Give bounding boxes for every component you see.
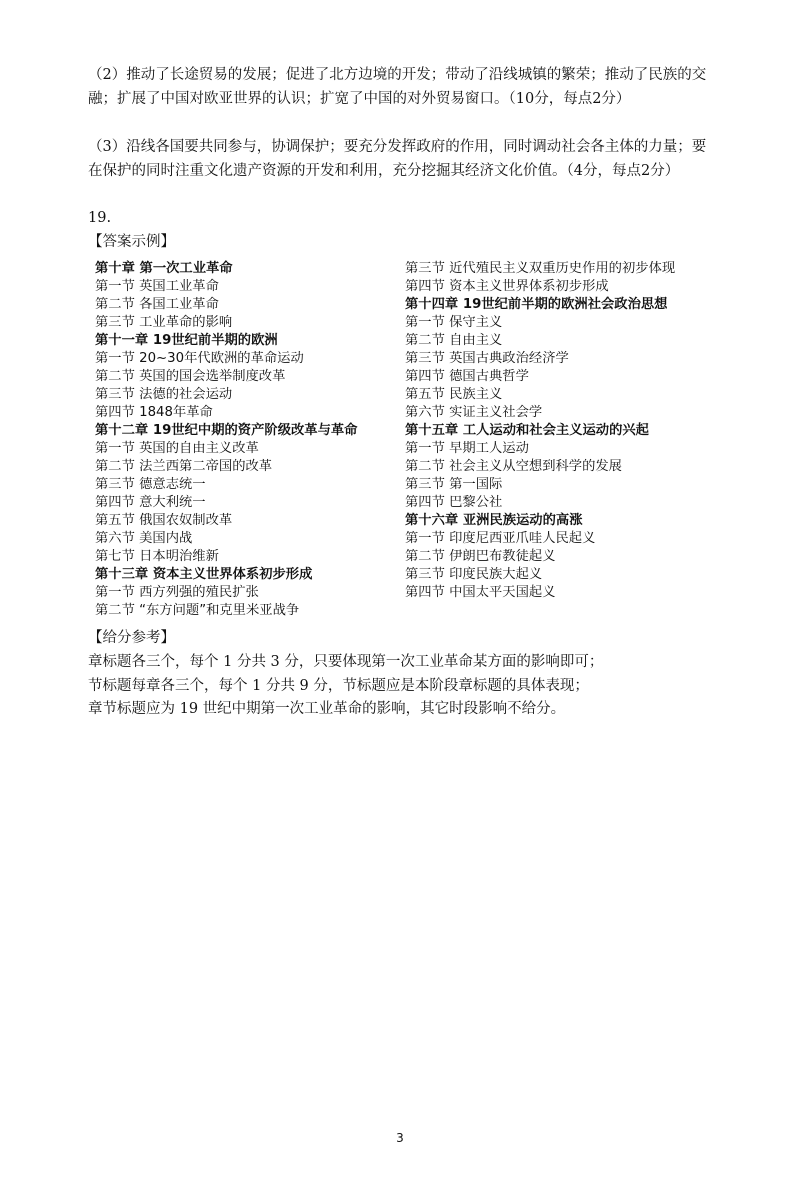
outline-chapter-title: 第十六章 亚洲民族运动的高涨 — [405, 513, 583, 528]
outline-section-title: 第三节 法德的社会运动 — [95, 387, 233, 402]
outline-section-title: 第一节 20~30年代欧洲的革命运动 — [95, 351, 304, 366]
outline-section-title: 第三节 德意志统一 — [95, 477, 206, 492]
outline-section-title: 第二节 英国的国会选举制度改革 — [95, 369, 286, 384]
outline-chapter-title: 第十三章 资本主义世界体系初步形成 — [95, 567, 313, 582]
outline-section-title: 第五节 民族主义 — [405, 387, 503, 402]
outline-section-title: 第一节 印度尼西亚爪哇人民起义 — [405, 531, 596, 546]
outline-section-title: 第三节 印度民族大起义 — [405, 567, 543, 582]
scoring-reference-heading: 【给分参考】 — [88, 630, 175, 646]
outline-section-title: 第二节 社会主义从空想到科学的发展 — [405, 459, 622, 474]
outline-section-title: 第一节 保守主义 — [405, 315, 503, 330]
outline-chapter-title: 第十二章 19世纪中期的资产阶级改革与革命 — [95, 423, 358, 438]
page-number: 3 — [396, 1131, 404, 1145]
outline-section-title: 第二节 法兰西第二帝国的改革 — [95, 459, 273, 474]
outline-chapter-title: 第十四章 19世纪前半期的欧洲社会政治思想 — [405, 297, 668, 312]
outline-chapter-title: 第十五章 工人运动和社会主义运动的兴起 — [405, 423, 649, 438]
outline-section-title: 第三节 近代殖民主义双重历史作用的初步体现 — [405, 261, 676, 276]
outline-section-title: 第三节 工业革命的影响 — [95, 315, 233, 330]
outline-section-title: 第一节 英国的自由主义改革 — [95, 441, 259, 456]
question-number: 19. — [88, 210, 112, 226]
outline-chapter-title: 第十章 第一次工业革命 — [95, 261, 233, 276]
outline-section-title: 第二节 伊朗巴布教徒起义 — [405, 549, 556, 564]
outline-section-title: 第四节 德国古典哲学 — [405, 369, 529, 384]
outline-section-title: 第七节 日本明治维新 — [95, 549, 219, 564]
scoring-rule-chapters: 章标题各三个，每个 1 分共 3 分，只要体现第一次工业革命某方面的影响即可； — [88, 654, 604, 670]
answer-part-2: （2）推动了长途贸易的发展；促进了北方边境的开发；带动了沿线城镇的繁荣；推动了民族的交融；扩展了中国对欧亚世界的认识；扩宽了中国的对外贸易窗口。（10分，每点2分） — [88, 67, 707, 107]
answer-example-heading: 【答案示例】 — [88, 234, 175, 250]
outline-section-title: 第四节 巴黎公社 — [405, 495, 503, 510]
outline-section-title: 第四节 中国太平天国起义 — [405, 585, 556, 600]
scoring-rule-period: 章节标题应为 19 世纪中期第一次工业革命的影响，其它时段影响不给分。 — [88, 701, 566, 717]
outline-section-title: 第三节 第一国际 — [405, 477, 503, 492]
outline-section-title: 第三节 英国古典政治经济学 — [405, 351, 569, 366]
outline-section-title: 第四节 1848年革命 — [95, 405, 213, 420]
outline-section-title: 第一节 英国工业革命 — [95, 279, 219, 294]
outline-section-title: 第四节 资本主义世界体系初步形成 — [405, 279, 609, 294]
outline-right-column — [405, 260, 725, 602]
outline-chapter-title: 第十一章 19世纪前半期的欧洲 — [95, 333, 278, 348]
outline-section-title: 第二节 “东方问题”和克里米亚战争 — [95, 603, 300, 618]
outline-section-title: 第二节 各国工业革命 — [95, 297, 219, 312]
outline-section-title: 第二节 自由主义 — [405, 333, 503, 348]
outline-left-column — [95, 260, 405, 620]
outline-section-title: 第六节 实证主义社会学 — [405, 405, 543, 420]
outline-section-title: 第四节 意大利统一 — [95, 495, 206, 510]
outline-section-title: 第一节 西方列强的殖民扩张 — [95, 585, 259, 600]
scoring-rule-sections: 节标题每章各三个，每个 1 分共 9 分，节标题应是本阶段章标题的具体表现； — [88, 677, 589, 694]
scoring-rules — [88, 651, 718, 722]
answer-part-3: （3）沿线各国要共同参与，协调保护；要充分发挥政府的作用，同时调动社会各主体的力量；要在保护的同时注重文化遗产资源的开发和利用，充分挖掘其经济文化价值。（4分，每点2分） — [88, 139, 707, 179]
outline-section-title: 第五节 俄国农奴制改革 — [95, 513, 233, 528]
outline-section-title: 第六节 美国内战 — [95, 531, 193, 546]
outline-section-title: 第一节 早期工人运动 — [405, 441, 529, 456]
